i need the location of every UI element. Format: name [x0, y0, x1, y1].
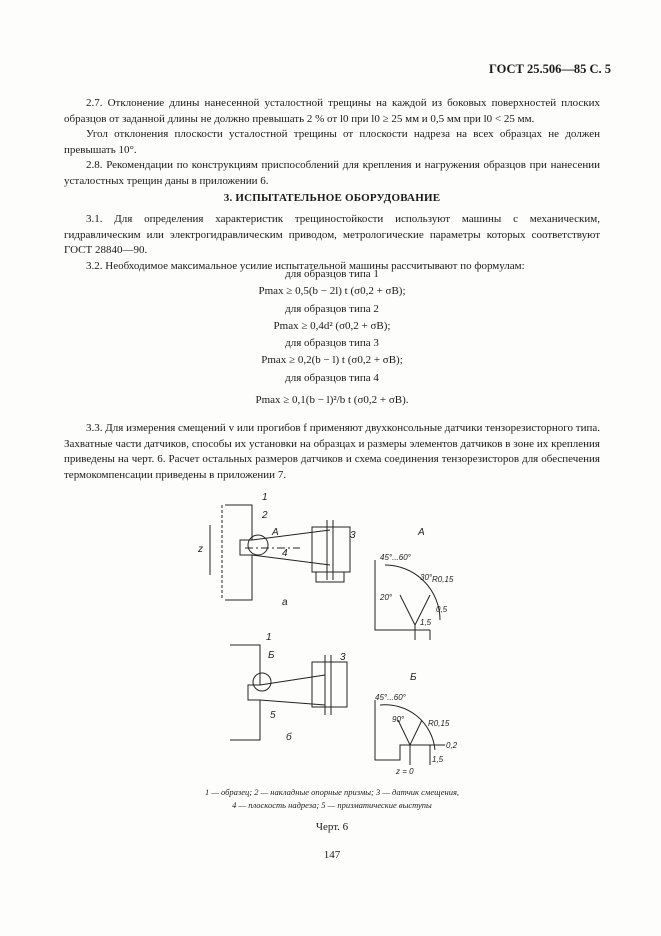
paragraph-2-8: 2.8. Рекомендации по конструкциям приспособлений для крепления и нагружения образцов при нанесении усталостных трещин даны в приложении 6. — [64, 159, 600, 187]
label-4: 4 — [282, 548, 288, 559]
section-3-text — [64, 212, 600, 274]
formula-type3: Pmax ≥ 0,2(b − l) t (σ0,2 + σB); — [261, 354, 403, 367]
page-number: 147 — [323, 849, 341, 861]
label-3-a: 3 — [350, 530, 356, 541]
label-1-a: 1 — [262, 492, 268, 503]
caption-a: а — [282, 597, 288, 608]
section-3-3-text — [64, 421, 600, 483]
label-3-b: 3 — [340, 652, 346, 663]
paragraph-3-2: 3.2. Необходимое максимальное усилие испытательной машины рассчитывают по формулам: — [86, 259, 525, 272]
angle-90: 90° — [392, 715, 405, 724]
label-2-a: 2 — [262, 510, 268, 521]
paragraph-3-1: 3.1. Для определения характеристик трещиностойкости используют машины с механическим, гидравлическим или электрогидравлическим приводом, метрологические параметры которых соответствуют ГОСТ 28840—90. — [64, 213, 600, 256]
formula-block — [64, 266, 600, 413]
specimen-shape-a — [225, 505, 252, 600]
label-5: 5 — [270, 710, 276, 721]
angle-30: 30° — [420, 573, 433, 582]
formula-type3-label: для образцов типа 3 — [285, 337, 379, 350]
specimen-shape-b — [230, 645, 260, 740]
formula-type4-label: для образцов типа 4 — [285, 371, 379, 384]
sensor-block-b — [312, 662, 347, 707]
detail-B-title: Б — [410, 672, 417, 683]
detail-A-title: А — [418, 527, 425, 538]
formula-type2-label: для образцов типа 2 — [285, 302, 379, 315]
angle-45-60-b: 45°...60° — [375, 693, 406, 702]
dim-0-5: 0,5 — [436, 605, 448, 614]
radius-b: R0,15 — [428, 719, 450, 728]
section-title: 3. ИСПЫТАТЕЛЬНОЕ ОБОРУДОВАНИЕ — [223, 192, 441, 204]
label-A: А — [272, 527, 279, 538]
paragraph-3-3: 3.3. Для измерения смещений v или прогибов f применяют двухконсольные датчики тензорезисторного типа. Захватные части датчиков, способы их установки на образцах и размеры элементов датчиков в зоне их крепления приведены на черт. 6. Расчет остальных размеров датчиков и схема соединения тензорезисторов для обеспечения термокомпенсации приведены в приложении 7. — [64, 422, 600, 481]
paragraph-2-7: 2.7. Отклонение длины нанесенной усталостной трещины на каждой из боковых поверхностей плоских образцов от заданной длины не должно превышать 2 % от l0 при l0 ≥ 25 мм и 0,5 мм при l0 < 25 мм. — [64, 97, 600, 125]
label-z: z — [198, 544, 203, 555]
figure-6-drawing — [0, 480, 661, 780]
angle-45-60-a: 45°...60° — [380, 553, 411, 562]
dim-1-5-a: 1,5 — [420, 618, 432, 627]
section-2-text — [64, 96, 600, 189]
page-header: ГОСТ 25.506—85 С. 5 — [488, 62, 611, 76]
formula-type1: Pmax ≥ 0,5(b − 2l) t (σ0,2 + σB); — [258, 285, 406, 298]
label-B: Б — [268, 650, 275, 661]
label-1-b: 1 — [266, 632, 272, 643]
detail-circle-b — [253, 673, 271, 691]
caption-b: б — [286, 732, 292, 743]
angle-20: 20° — [380, 593, 393, 602]
formula-type4: Pmax ≥ 0,1(b − l)²/b t (σ0,2 + σB). — [255, 394, 409, 407]
legend-line-1: 1 — образец; 2 — накладные опорные призмы; 3 — датчик смещения, — [204, 787, 460, 797]
dim-0-2: 0,2 — [446, 741, 458, 750]
dim-1-5-b: 1,5 — [432, 755, 444, 764]
sensor-arms-b — [260, 675, 325, 705]
paragraph-angle: Угол отклонения плоскости усталостной трещины от плоскости надреза на всех образцах не должен превышать 10°. — [64, 128, 600, 156]
label-z0: z = 0 — [396, 767, 414, 776]
sensor-block-a — [312, 527, 350, 572]
formula-type2: Pmax ≥ 0,4d² (σ0,2 + σB); — [273, 319, 391, 332]
formula-type1-label: для образцов типа 1 — [285, 268, 379, 280]
figure-caption: Черт. 6 — [315, 821, 349, 833]
legend-line-2: 4 — плоскость надреза; 5 — призматические выступы — [232, 800, 432, 810]
detail-circle-a — [248, 535, 268, 555]
radius-a: R0,15 — [432, 575, 454, 584]
figure-legend — [64, 786, 600, 812]
